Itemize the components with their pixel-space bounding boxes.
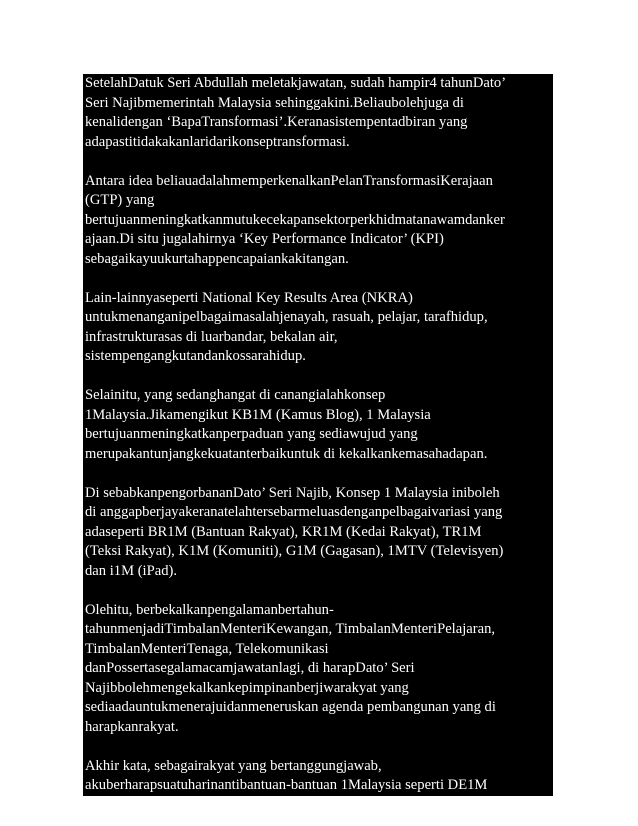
text-line: bertujuanmeningkatkanmutukecekapansektorperkhidmatanawamdanker: [85, 211, 505, 228]
paragraph-gap: [83, 464, 553, 484]
text-line: merupakantunjangkekuatanterbaikuntuk di kekalkankemasahadapan.: [85, 445, 488, 462]
text-line: (Teksi Rakyat), K1M (Komuniti), G1M (Gagasan), 1MTV (Televisyen): [85, 543, 504, 559]
paragraph-gap: [83, 269, 553, 289]
paragraph-gap: [83, 367, 553, 387]
text-line: di anggapberjayakeranatelahtersebarmeluasdenganpelbagaivariasi yang: [85, 504, 503, 520]
text-line: Selainitu, yang sedanghangat di canangialahkonsep: [85, 387, 386, 403]
text-line: 1Malaysia.Jikamengikut KB1M (Kamus Blog), 1 Malaysia: [85, 406, 431, 423]
text-line: Antara idea beliauadalahmemperkenalkanPelanTransformasiKerajaan: [85, 172, 493, 189]
text-line: ajaan.Di situ jugalahirnya ‘Key Performance Indicator’ (KPI): [85, 231, 444, 247]
text-line: Di sebabkanpengorbananDato’ Seri Najib, Konsep 1 Malaysia iniboleh: [85, 484, 500, 501]
text-line: Akhir kata, sebagairakyat yang bertanggungjawab,: [85, 757, 382, 774]
text-line: Seri Najibmemerintah Malaysia sehinggakini.Beliaubolehjuga di: [85, 94, 464, 111]
text-line: SetelahDatuk Seri Abdullah meletakjawatan, sudah hampir4 tahunDato’: [85, 75, 507, 91]
text-line: Olehitu, berbekalkanpengalamanbertahun-: [85, 601, 334, 618]
paragraph: [83, 386, 553, 484]
paragraph: [83, 74, 553, 172]
text-line: akuberharapsuatuharinantibantuan-bantuan 1Malaysia seperti DE1M: [85, 777, 488, 793]
paragraph: [83, 172, 553, 289]
paragraph: [83, 484, 553, 601]
text-line: untukmenanganipelbagaimasalahjenayah, rasuah, pelajar, tarafhidup,: [85, 309, 488, 325]
paragraph-gap: [83, 737, 553, 757]
paragraph-gap: [83, 152, 553, 172]
text-line: TimbalanMenteriTenaga, Telekomunikasi: [85, 640, 329, 657]
text-line: sistempengangkutandankossarahidup.: [85, 348, 306, 364]
text-line: tahunmenjadiTimbalanMenteriKewangan, TimbalanMenteriPelajaran,: [85, 621, 496, 637]
text-line: sediaadauntukmenerajuidanmeneruskan agenda pembangunan yang di: [85, 699, 496, 715]
paragraph: [83, 601, 553, 757]
text-line: bertujuanmeningkatkanperpaduan yang sediawujud yang: [85, 426, 418, 442]
text-line: danPossertasegalamacamjawatanlagi, di harapDato’ Seri: [85, 660, 415, 676]
text-line: kenalidengan ‘BapaTransformasi’.Keranasistempentadbiran yang: [85, 114, 468, 130]
text-line: harapkanrakyat.: [85, 718, 179, 735]
text-line: adaseperti BR1M (Bantuan Rakyat), KR1M (Kedai Rakyat), TR1M: [85, 523, 482, 540]
text-line: sebagaikayuukurtahappencapaiankakitangan.: [85, 250, 349, 267]
paragraph-gap: [83, 581, 553, 601]
text-line: adapastitidakakanlaridarikonseptransformasi.: [85, 133, 350, 150]
paragraph: [83, 757, 553, 796]
text-line: infrastrukturasas di luarbandar, bekalan air,: [85, 328, 338, 345]
text-line: (GTP) yang: [85, 192, 155, 208]
document-body: [83, 74, 553, 796]
text-line: Najibbolehmengekalkankepimpinanberjiwarakyat yang: [85, 679, 409, 696]
text-line: Lain-lainnyaseperti National Key Results Area (NKRA): [85, 289, 413, 306]
text-line: dan i1M (iPad).: [85, 562, 178, 579]
paragraph: [83, 289, 553, 387]
